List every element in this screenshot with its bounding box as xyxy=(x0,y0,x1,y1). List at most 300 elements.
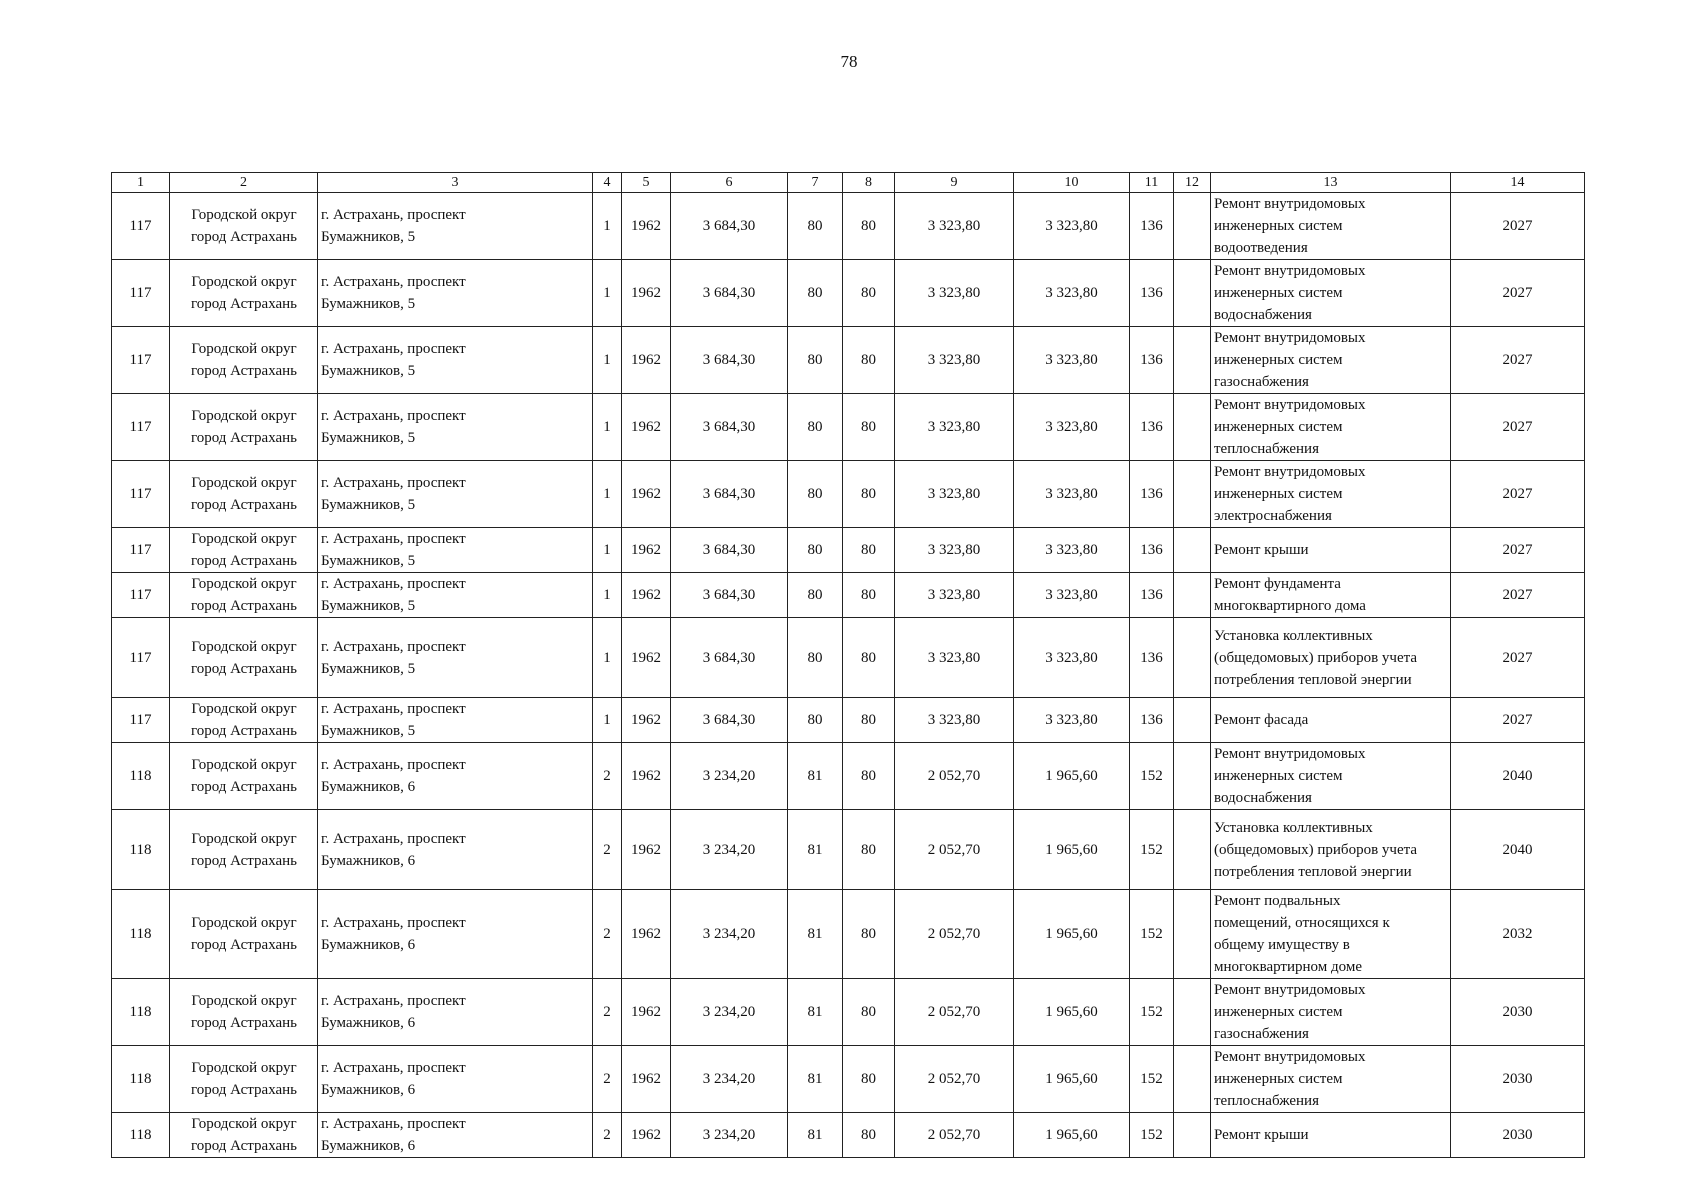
cell-work-type-line: водоснабжения xyxy=(1214,307,1312,323)
cell-work-type-line: Ремонт внутридомовых xyxy=(1214,330,1366,346)
table-row xyxy=(112,193,1585,260)
cell-work-type-line: Ремонт подвальных xyxy=(1214,893,1341,909)
cell-col-6: 3 234,20 xyxy=(671,1113,788,1158)
cell-planned-year: 2027 xyxy=(1451,260,1585,327)
cell-col-9: 3 323,80 xyxy=(895,573,1014,618)
cell-col-9: 3 323,80 xyxy=(895,698,1014,743)
capital-repair-table xyxy=(111,172,1585,1158)
cell-col-9: 3 323,80 xyxy=(895,193,1014,260)
cell-municipality-line: Городской округ xyxy=(191,408,297,424)
cell-col-5: 1962 xyxy=(622,1113,671,1158)
cell-municipality xyxy=(170,1113,318,1158)
cell-row-number: 117 xyxy=(112,618,170,698)
cell-row-number: 117 xyxy=(112,528,170,573)
cell-col-9: 3 323,80 xyxy=(895,528,1014,573)
cell-col-12 xyxy=(1174,890,1211,979)
cell-work-type-line: Ремонт внутридомовых xyxy=(1214,1049,1366,1065)
cell-col-10: 3 323,80 xyxy=(1014,573,1130,618)
cell-row-number: 118 xyxy=(112,890,170,979)
cell-col-5: 1962 xyxy=(622,810,671,890)
cell-municipality xyxy=(170,979,318,1046)
cell-col-8: 80 xyxy=(843,979,895,1046)
cell-address-line: Бумажников, 5 xyxy=(321,598,416,614)
cell-municipality-line: город Астрахань xyxy=(190,430,298,446)
cell-work-type-line: газоснабжения xyxy=(1214,374,1309,390)
cell-row-number: 118 xyxy=(112,810,170,890)
cell-address xyxy=(318,890,593,979)
cell-work-type xyxy=(1211,1113,1451,1158)
cell-col-6: 3 684,30 xyxy=(671,327,788,394)
cell-municipality-line: город Астрахань xyxy=(190,229,298,245)
cell-work-type xyxy=(1211,461,1451,528)
cell-address-line: г. Астрахань, проспект xyxy=(321,475,466,491)
cell-col-11: 152 xyxy=(1130,1046,1174,1113)
cell-col-4: 1 xyxy=(593,193,622,260)
cell-address xyxy=(318,528,593,573)
cell-col-4: 1 xyxy=(593,618,622,698)
cell-address-line: г. Астрахань, проспект xyxy=(321,408,466,424)
table-row xyxy=(112,618,1585,698)
cell-municipality-line: Городской округ xyxy=(191,274,297,290)
cell-col-5: 1962 xyxy=(622,461,671,528)
cell-municipality xyxy=(170,394,318,461)
cell-work-type-line: Установка коллективных xyxy=(1214,627,1373,644)
cell-col-11: 136 xyxy=(1130,193,1174,260)
cell-municipality-line: Городской округ xyxy=(191,207,297,223)
cell-municipality xyxy=(170,743,318,810)
cell-row-number: 117 xyxy=(112,461,170,528)
cell-work-type-line: Ремонт внутридомовых xyxy=(1214,982,1366,998)
cell-row-number: 117 xyxy=(112,327,170,394)
cell-municipality xyxy=(170,260,318,327)
cell-address-line: Бумажников, 6 xyxy=(321,1015,416,1031)
table-row xyxy=(112,573,1585,618)
cell-work-type-line: инженерных систем xyxy=(1214,352,1343,368)
cell-col-6: 3 234,20 xyxy=(671,743,788,810)
cell-municipality-line: Городской округ xyxy=(191,830,297,847)
cell-municipality-line: город Астрахань xyxy=(190,1015,298,1031)
cell-planned-year: 2027 xyxy=(1451,698,1585,743)
cell-col-11: 152 xyxy=(1130,979,1174,1046)
cell-col-7: 81 xyxy=(788,890,843,979)
cell-col-11: 152 xyxy=(1130,890,1174,979)
column-header-9: 9 xyxy=(895,173,1014,193)
cell-col-8: 80 xyxy=(843,1113,895,1158)
cell-municipality-line: город Астрахань xyxy=(190,660,298,677)
cell-address-line: Бумажников, 5 xyxy=(321,296,416,312)
table-row xyxy=(112,528,1585,573)
cell-work-type xyxy=(1211,979,1451,1046)
cell-municipality-line: Городской округ xyxy=(191,993,297,1009)
cell-col-11: 136 xyxy=(1130,327,1174,394)
cell-municipality-line: город Астрахань xyxy=(190,598,298,614)
cell-work-type-line: Установка коллективных xyxy=(1214,819,1373,836)
cell-work-type-line: Ремонт внутридомовых xyxy=(1214,196,1366,212)
cell-col-10: 3 323,80 xyxy=(1014,461,1130,528)
cell-address xyxy=(318,810,593,890)
cell-work-type-line: потребления тепловой энергии xyxy=(1214,863,1412,880)
cell-col-10: 3 323,80 xyxy=(1014,698,1130,743)
cell-col-4: 2 xyxy=(593,1113,622,1158)
cell-col-6: 3 234,20 xyxy=(671,1046,788,1113)
cell-work-type xyxy=(1211,890,1451,979)
cell-planned-year: 2027 xyxy=(1451,394,1585,461)
cell-work-type xyxy=(1211,394,1451,461)
cell-work-type-line: Ремонт фундамента xyxy=(1214,576,1341,592)
cell-col-11: 136 xyxy=(1130,618,1174,698)
cell-col-9: 2 052,70 xyxy=(895,743,1014,810)
cell-col-7: 80 xyxy=(788,698,843,743)
cell-address xyxy=(318,979,593,1046)
cell-col-12 xyxy=(1174,618,1211,698)
cell-municipality-line: город Астрахань xyxy=(190,1138,298,1154)
cell-col-10: 1 965,60 xyxy=(1014,810,1130,890)
cell-address-line: г. Астрахань, проспект xyxy=(321,576,466,592)
cell-municipality-line: Городской округ xyxy=(191,701,297,717)
cell-row-number: 117 xyxy=(112,260,170,327)
cell-work-type-line: многоквартирном доме xyxy=(1214,959,1362,975)
cell-address-line: г. Астрахань, проспект xyxy=(321,830,466,847)
cell-col-6: 3 684,30 xyxy=(671,260,788,327)
cell-col-5: 1962 xyxy=(622,260,671,327)
cell-col-7: 80 xyxy=(788,618,843,698)
cell-col-6: 3 234,20 xyxy=(671,979,788,1046)
cell-planned-year: 2027 xyxy=(1451,461,1585,528)
cell-municipality-line: город Астрахань xyxy=(190,723,298,739)
table-body xyxy=(112,193,1585,1158)
cell-municipality-line: город Астрахань xyxy=(190,937,298,953)
cell-planned-year: 2030 xyxy=(1451,979,1585,1046)
cell-municipality xyxy=(170,461,318,528)
cell-col-4: 1 xyxy=(593,528,622,573)
cell-municipality-line: Городской округ xyxy=(191,915,297,931)
cell-work-type-line: инженерных систем xyxy=(1214,1071,1343,1087)
cell-work-type-line: многоквартирного дома xyxy=(1214,598,1366,614)
cell-col-10: 3 323,80 xyxy=(1014,260,1130,327)
cell-col-7: 80 xyxy=(788,193,843,260)
cell-col-6: 3 684,30 xyxy=(671,394,788,461)
cell-col-8: 80 xyxy=(843,743,895,810)
cell-col-5: 1962 xyxy=(622,618,671,698)
cell-col-9: 3 323,80 xyxy=(895,260,1014,327)
cell-work-type xyxy=(1211,698,1451,743)
cell-work-type-line: Ремонт внутридомовых xyxy=(1214,464,1366,480)
cell-planned-year: 2032 xyxy=(1451,890,1585,979)
cell-col-7: 81 xyxy=(788,979,843,1046)
cell-municipality-line: Городской округ xyxy=(191,757,297,773)
cell-col-4: 2 xyxy=(593,810,622,890)
cell-col-12 xyxy=(1174,528,1211,573)
cell-col-11: 136 xyxy=(1130,260,1174,327)
cell-col-6: 3 684,30 xyxy=(671,461,788,528)
cell-address-line: Бумажников, 5 xyxy=(321,660,416,677)
cell-col-12 xyxy=(1174,461,1211,528)
cell-col-4: 1 xyxy=(593,698,622,743)
cell-col-10: 3 323,80 xyxy=(1014,394,1130,461)
cell-col-9: 2 052,70 xyxy=(895,1046,1014,1113)
cell-work-type xyxy=(1211,573,1451,618)
cell-col-12 xyxy=(1174,979,1211,1046)
cell-col-5: 1962 xyxy=(622,573,671,618)
cell-col-7: 81 xyxy=(788,1046,843,1113)
cell-col-6: 3 684,30 xyxy=(671,573,788,618)
table-row xyxy=(112,1046,1585,1113)
cell-col-11: 136 xyxy=(1130,528,1174,573)
cell-col-6: 3 684,30 xyxy=(671,193,788,260)
cell-address-line: Бумажников, 5 xyxy=(321,553,416,569)
cell-work-type xyxy=(1211,810,1451,890)
cell-municipality-line: город Астрахань xyxy=(190,497,298,513)
table-row xyxy=(112,979,1585,1046)
cell-col-6: 3 234,20 xyxy=(671,810,788,890)
cell-col-5: 1962 xyxy=(622,698,671,743)
cell-row-number: 118 xyxy=(112,1046,170,1113)
cell-col-12 xyxy=(1174,327,1211,394)
cell-col-8: 80 xyxy=(843,1046,895,1113)
cell-col-9: 3 323,80 xyxy=(895,394,1014,461)
table-row xyxy=(112,327,1585,394)
table-row xyxy=(112,260,1585,327)
cell-work-type xyxy=(1211,1046,1451,1113)
cell-address xyxy=(318,193,593,260)
cell-address xyxy=(318,698,593,743)
column-header-1: 1 xyxy=(112,173,170,193)
cell-row-number: 118 xyxy=(112,743,170,810)
column-header-2: 2 xyxy=(170,173,318,193)
cell-col-4: 1 xyxy=(593,327,622,394)
cell-work-type-line: (общедомовых) приборов учета xyxy=(1214,841,1417,858)
cell-municipality xyxy=(170,1046,318,1113)
cell-address xyxy=(318,573,593,618)
cell-col-9: 2 052,70 xyxy=(895,890,1014,979)
cell-address-line: Бумажников, 6 xyxy=(321,1082,416,1098)
cell-col-10: 1 965,60 xyxy=(1014,890,1130,979)
cell-address-line: Бумажников, 5 xyxy=(321,229,416,245)
cell-municipality-line: Городской округ xyxy=(191,1116,297,1132)
cell-row-number: 118 xyxy=(112,979,170,1046)
cell-municipality-line: город Астрахань xyxy=(190,363,298,379)
cell-col-7: 81 xyxy=(788,743,843,810)
cell-col-6: 3 234,20 xyxy=(671,890,788,979)
cell-work-type xyxy=(1211,327,1451,394)
column-header-8: 8 xyxy=(843,173,895,193)
cell-municipality xyxy=(170,573,318,618)
cell-work-type-line: водоотведения xyxy=(1214,240,1308,256)
cell-col-8: 80 xyxy=(843,618,895,698)
cell-col-9: 2 052,70 xyxy=(895,979,1014,1046)
cell-municipality-line: город Астрахань xyxy=(190,779,298,795)
cell-col-7: 80 xyxy=(788,327,843,394)
cell-work-type-line: теплоснабжения xyxy=(1214,1093,1319,1109)
cell-address-line: г. Астрахань, проспект xyxy=(321,638,466,655)
cell-col-8: 80 xyxy=(843,461,895,528)
cell-address-line: Бумажников, 6 xyxy=(321,852,416,869)
table-row xyxy=(112,890,1585,979)
cell-col-6: 3 684,30 xyxy=(671,698,788,743)
table-row xyxy=(112,1113,1585,1158)
cell-work-type-line: Ремонт внутридомовых xyxy=(1214,397,1366,413)
cell-row-number: 117 xyxy=(112,698,170,743)
cell-work-type-line: общему имуществу в xyxy=(1214,937,1350,953)
cell-work-type-line: инженерных систем xyxy=(1214,1004,1343,1020)
column-header-5: 5 xyxy=(622,173,671,193)
cell-work-type-line: инженерных систем xyxy=(1214,285,1343,301)
column-header-14: 14 xyxy=(1451,173,1585,193)
cell-planned-year: 2027 xyxy=(1451,193,1585,260)
cell-col-10: 1 965,60 xyxy=(1014,743,1130,810)
cell-address-line: Бумажников, 5 xyxy=(321,497,416,513)
column-header-3: 3 xyxy=(318,173,593,193)
cell-planned-year: 2027 xyxy=(1451,573,1585,618)
cell-work-type-line: Ремонт крыши xyxy=(1214,1127,1309,1143)
cell-work-type-line: инженерных систем xyxy=(1214,486,1343,502)
cell-work-type xyxy=(1211,618,1451,698)
cell-col-6: 3 684,30 xyxy=(671,528,788,573)
cell-address-line: г. Астрахань, проспект xyxy=(321,757,466,773)
cell-planned-year: 2040 xyxy=(1451,743,1585,810)
cell-address-line: г. Астрахань, проспект xyxy=(321,531,466,547)
cell-col-12 xyxy=(1174,743,1211,810)
cell-address-line: г. Астрахань, проспект xyxy=(321,1060,466,1076)
cell-municipality-line: Городской округ xyxy=(191,341,297,357)
cell-col-7: 80 xyxy=(788,260,843,327)
cell-municipality xyxy=(170,327,318,394)
column-header-10: 10 xyxy=(1014,173,1130,193)
cell-address-line: Бумажников, 6 xyxy=(321,779,416,795)
cell-address xyxy=(318,327,593,394)
cell-municipality xyxy=(170,810,318,890)
column-header-4: 4 xyxy=(593,173,622,193)
column-header-7: 7 xyxy=(788,173,843,193)
cell-work-type-line: потребления тепловой энергии xyxy=(1214,671,1412,688)
cell-address-line: г. Астрахань, проспект xyxy=(321,993,466,1009)
cell-municipality xyxy=(170,528,318,573)
cell-col-8: 80 xyxy=(843,327,895,394)
cell-col-8: 80 xyxy=(843,394,895,461)
cell-col-9: 3 323,80 xyxy=(895,461,1014,528)
cell-col-12 xyxy=(1174,573,1211,618)
cell-col-8: 80 xyxy=(843,890,895,979)
cell-address-line: Бумажников, 6 xyxy=(321,1138,416,1154)
cell-address-line: г. Астрахань, проспект xyxy=(321,701,466,717)
cell-work-type-line: (общедомовых) приборов учета xyxy=(1214,649,1417,666)
cell-municipality xyxy=(170,698,318,743)
cell-col-5: 1962 xyxy=(622,193,671,260)
cell-col-11: 152 xyxy=(1130,810,1174,890)
cell-col-8: 80 xyxy=(843,810,895,890)
cell-col-4: 2 xyxy=(593,1046,622,1113)
cell-address xyxy=(318,1113,593,1158)
cell-col-10: 3 323,80 xyxy=(1014,618,1130,698)
cell-col-11: 136 xyxy=(1130,394,1174,461)
cell-municipality-line: город Астрахань xyxy=(190,1082,298,1098)
cell-col-6: 3 684,30 xyxy=(671,618,788,698)
cell-col-7: 80 xyxy=(788,528,843,573)
cell-col-12 xyxy=(1174,260,1211,327)
cell-col-12 xyxy=(1174,394,1211,461)
cell-col-5: 1962 xyxy=(622,1046,671,1113)
cell-col-12 xyxy=(1174,698,1211,743)
cell-address-line: г. Астрахань, проспект xyxy=(321,341,466,357)
cell-municipality-line: город Астрахань xyxy=(190,296,298,312)
cell-col-7: 80 xyxy=(788,461,843,528)
column-header-13: 13 xyxy=(1211,173,1451,193)
cell-work-type-line: Ремонт внутридомовых xyxy=(1214,746,1366,762)
cell-address-line: Бумажников, 6 xyxy=(321,937,416,953)
table-row xyxy=(112,743,1585,810)
cell-col-9: 2 052,70 xyxy=(895,1113,1014,1158)
cell-work-type-line: водоснабжения xyxy=(1214,790,1312,806)
cell-planned-year: 2030 xyxy=(1451,1113,1585,1158)
table-row xyxy=(112,698,1585,743)
cell-col-9: 2 052,70 xyxy=(895,810,1014,890)
cell-col-7: 81 xyxy=(788,810,843,890)
cell-col-4: 2 xyxy=(593,890,622,979)
cell-col-10: 3 323,80 xyxy=(1014,528,1130,573)
cell-col-12 xyxy=(1174,810,1211,890)
cell-col-5: 1962 xyxy=(622,327,671,394)
cell-col-8: 80 xyxy=(843,260,895,327)
cell-work-type-line: Ремонт крыши xyxy=(1214,542,1309,558)
table-row xyxy=(112,461,1585,528)
cell-address xyxy=(318,618,593,698)
cell-municipality xyxy=(170,193,318,260)
cell-work-type-line: помещений, относящихся к xyxy=(1214,915,1390,931)
cell-work-type-line: инженерных систем xyxy=(1214,768,1343,784)
column-header-11: 11 xyxy=(1130,173,1174,193)
cell-address-line: Бумажников, 5 xyxy=(321,363,416,379)
cell-municipality-line: Городской округ xyxy=(191,475,297,491)
page-number: 78 xyxy=(840,52,858,71)
cell-address-line: Бумажников, 5 xyxy=(321,723,416,739)
cell-col-4: 2 xyxy=(593,979,622,1046)
cell-col-4: 2 xyxy=(593,743,622,810)
column-header-6: 6 xyxy=(671,173,788,193)
cell-col-10: 1 965,60 xyxy=(1014,1113,1130,1158)
cell-planned-year: 2027 xyxy=(1451,618,1585,698)
cell-col-5: 1962 xyxy=(622,979,671,1046)
cell-work-type xyxy=(1211,743,1451,810)
cell-address xyxy=(318,394,593,461)
cell-municipality-line: Городской округ xyxy=(191,638,297,655)
cell-address-line: г. Астрахань, проспект xyxy=(321,915,466,931)
cell-col-11: 136 xyxy=(1130,461,1174,528)
cell-work-type-line: Ремонт фасада xyxy=(1214,712,1309,728)
cell-col-8: 80 xyxy=(843,528,895,573)
cell-col-5: 1962 xyxy=(622,528,671,573)
cell-col-4: 1 xyxy=(593,260,622,327)
cell-address-line: Бумажников, 5 xyxy=(321,430,416,446)
cell-municipality-line: город Астрахань xyxy=(190,553,298,569)
cell-work-type-line: Ремонт внутридомовых xyxy=(1214,263,1366,279)
cell-municipality-line: Городской округ xyxy=(191,576,297,592)
cell-work-type xyxy=(1211,260,1451,327)
cell-col-10: 3 323,80 xyxy=(1014,193,1130,260)
column-number-row xyxy=(112,173,1585,193)
table-row xyxy=(112,394,1585,461)
cell-col-10: 1 965,60 xyxy=(1014,1046,1130,1113)
cell-row-number: 117 xyxy=(112,193,170,260)
column-header-12: 12 xyxy=(1174,173,1211,193)
cell-address xyxy=(318,1046,593,1113)
cell-address xyxy=(318,743,593,810)
cell-municipality xyxy=(170,890,318,979)
cell-address xyxy=(318,260,593,327)
cell-address-line: г. Астрахань, проспект xyxy=(321,274,466,290)
cell-planned-year: 2030 xyxy=(1451,1046,1585,1113)
cell-municipality-line: Городской округ xyxy=(191,531,297,547)
cell-col-8: 80 xyxy=(843,193,895,260)
